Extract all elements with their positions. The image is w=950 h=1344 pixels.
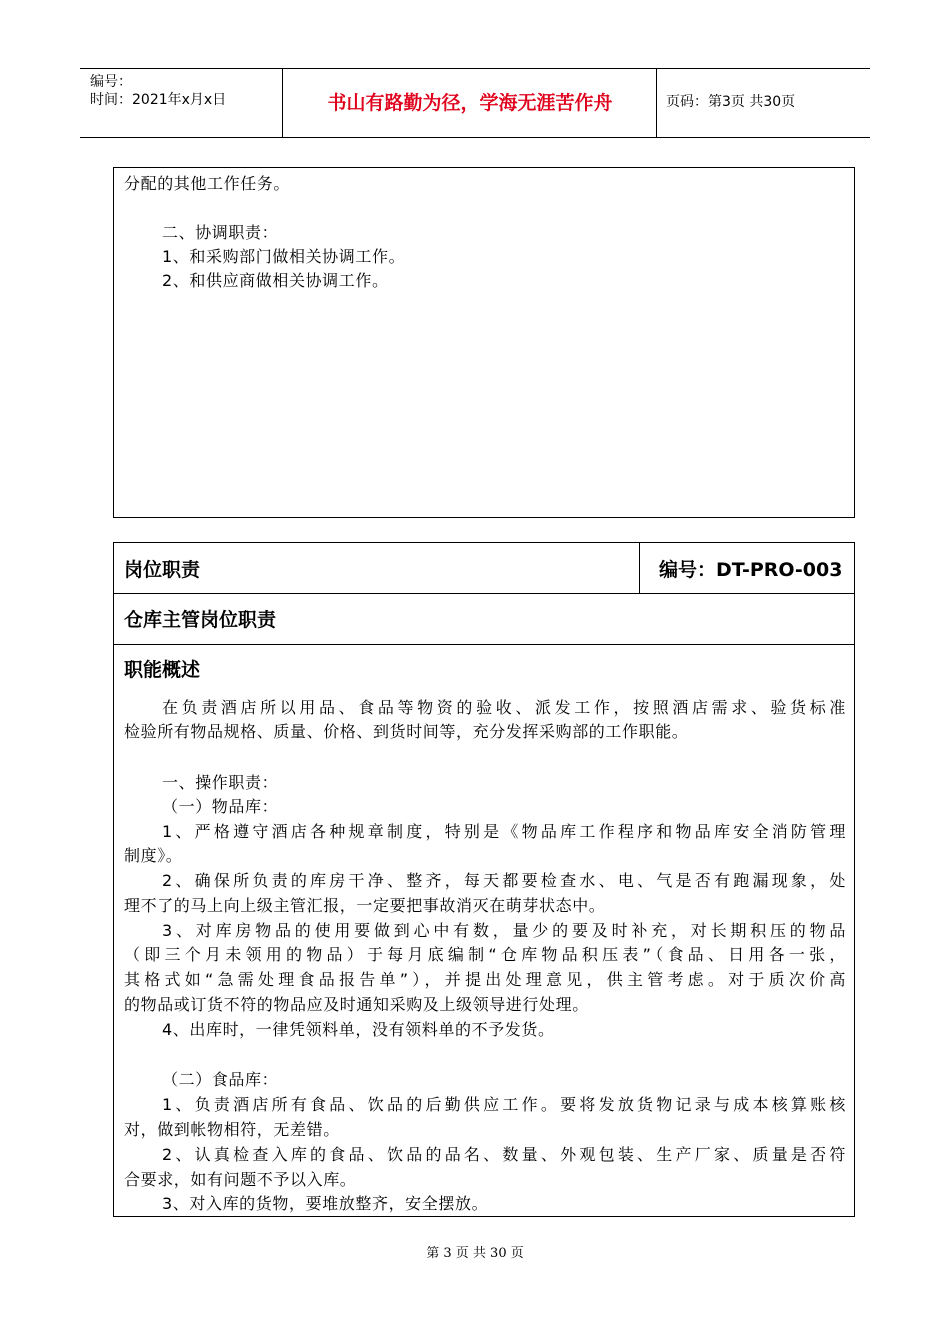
list-item: 理不了的马上向上级主管汇报，一定要把事故消灭在萌芽状态中。	[124, 896, 606, 915]
subsection-heading-goods: （一）物品库：	[162, 797, 279, 816]
page-footer: 第 3 页 共 30 页	[426, 1246, 524, 1261]
list-item: （即三个月未领用的物品）于每月底编制“仓库物品积压表”（食品、日用各一张，	[124, 945, 846, 964]
header-page-cell	[658, 69, 870, 137]
list-item: 2、认真检查入库的食品、饮品的品名、数量、外观包装、生产厂家、质量是否符	[162, 1145, 846, 1164]
header-meta-cell	[80, 69, 283, 137]
header-motto: 书山有路勤为径，学海无涯苦作舟	[327, 92, 613, 114]
list-item: 4、出库时，一律凭领料单，没有领料单的不予发货。	[162, 1020, 555, 1039]
header-column-divider	[639, 543, 640, 593]
coordination-item-2: 2、和供应商做相关协调工作。	[162, 271, 389, 290]
overview-text: 检验所有物品规格、质量、价格、到货时间等，充分发挥采购部的工作职能。	[124, 722, 689, 741]
document-code: 编号：DT-PRO-003	[659, 559, 843, 581]
table-title: 岗位职责	[124, 559, 201, 581]
list-item: 的物品或订货不符的物品应及时通知采购及上级领导进行处理。	[124, 995, 589, 1014]
list-item: 1、负责酒店所有食品、饮品的后勤供应工作。要将发放货物记录与成本核算账核	[162, 1095, 846, 1114]
row-divider	[114, 593, 854, 594]
list-item: 对，做到帐物相符，无差错。	[124, 1120, 340, 1139]
coordination-heading: 二、协调职责：	[162, 223, 279, 242]
header-motto-cell	[284, 69, 657, 137]
list-item: 2、确保所负责的库房干净、整齐，每天都要检查水、电、气是否有跑漏现象，处	[162, 871, 846, 890]
list-item: 3、对库房物品的使用要做到心中有数，量少的要及时补充，对长期积压的物品	[162, 921, 846, 940]
list-item: 制度》。	[124, 846, 183, 865]
operation-heading: 一、操作职责：	[162, 773, 279, 792]
list-item: 1、严格遵守酒店各种规章制度，特别是《物品库工作程序和物品库安全消防管理	[162, 822, 846, 841]
document-date: 时间：2021年x月x日	[90, 92, 227, 108]
list-item: 合要求，如有问题不予以入库。	[124, 1170, 357, 1189]
overview-heading: 职能概述	[124, 659, 201, 681]
row-divider	[114, 644, 854, 645]
continuation-box	[113, 167, 855, 518]
position-title: 仓库主管岗位职责	[124, 609, 277, 631]
list-item: 3、对入库的货物，要堆放整齐，安全摆放。	[162, 1194, 489, 1213]
page-header	[80, 68, 870, 138]
continuation-text: 分配的其他工作任务。	[124, 174, 291, 193]
overview-text: 在负责酒店所以用品、食品等物资的验收、派发工作，按照酒店需求、验货标准	[162, 698, 846, 717]
subsection-heading-food: （二）食品库：	[162, 1070, 279, 1089]
list-item: 其格式如“急需处理食品报告单”），并提出处理意见，供主管考虑。对于质次价高	[124, 970, 846, 989]
job-responsibility-table	[113, 542, 855, 1217]
header-page-info: 页码：第3页 共30页	[666, 94, 796, 110]
document-number-label: 编号：	[90, 74, 132, 90]
coordination-item-1: 1、和采购部门做相关协调工作。	[162, 247, 406, 266]
